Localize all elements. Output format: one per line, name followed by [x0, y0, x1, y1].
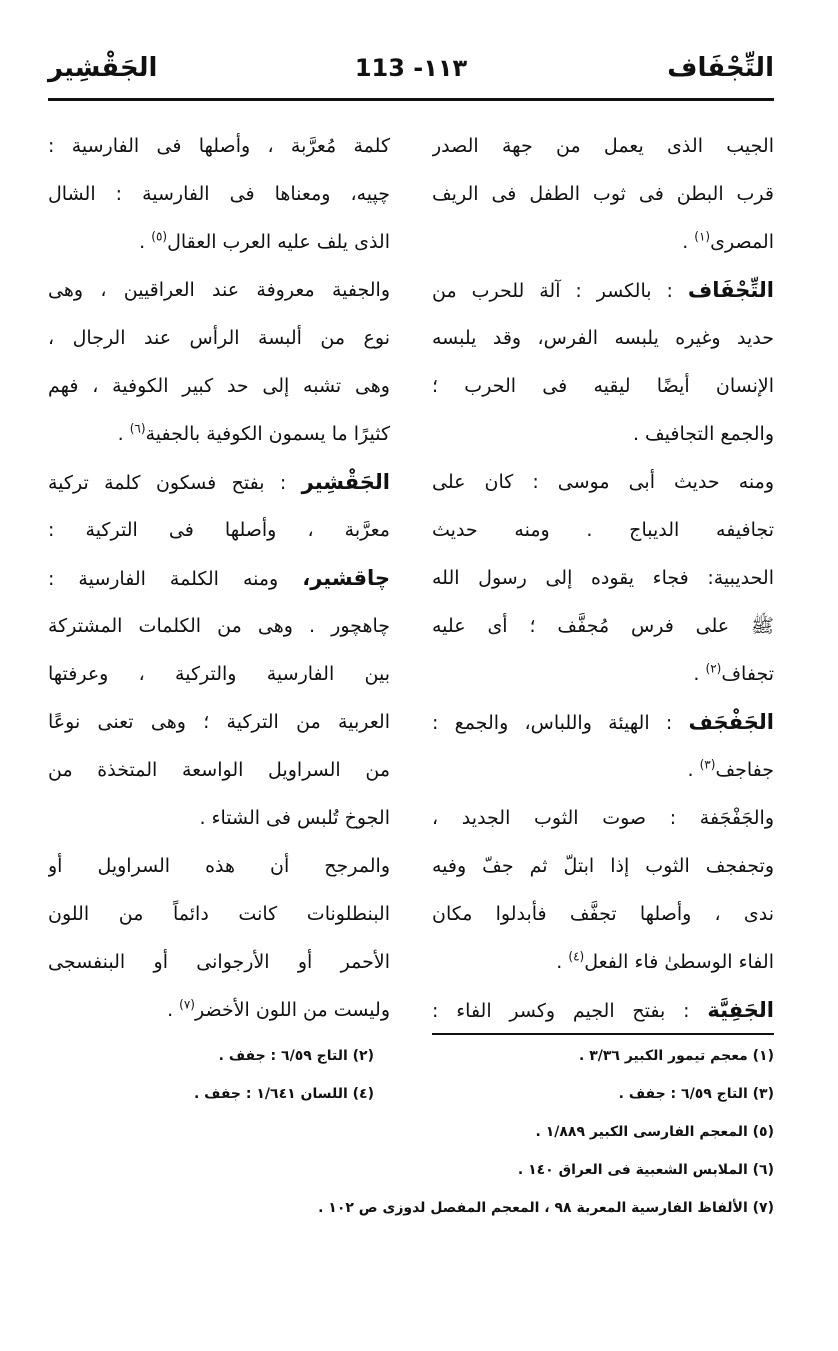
text-line — [432, 698, 774, 746]
footnote-marker: (٢) — [705, 661, 722, 676]
text-line — [48, 410, 390, 458]
line-text: وتجفجف الثوب إذا ابتلّ ثم جفّ وفيه — [432, 855, 774, 877]
entry-headword: الجَفْجَف — [688, 710, 774, 734]
line-text: المصرى — [710, 231, 774, 253]
line-text: : بفتح الجيم وكسر الفاء : — [432, 1000, 708, 1022]
text-line — [48, 602, 390, 650]
line-text: الحديبية: فجاء يقوده إلى رسول الله — [432, 567, 774, 589]
entry-headword: الجَفِيَّة — [707, 998, 774, 1022]
line-punctuation: . — [687, 759, 700, 781]
right-column — [432, 122, 774, 1034]
text-line — [432, 122, 774, 170]
line-text: قرب البطن فى ثوب الطفل فى الريف — [432, 183, 774, 205]
line-text: : الهيئة واللباس، والجمع : — [432, 712, 689, 734]
text-line — [48, 122, 390, 170]
line-punctuation: . — [139, 231, 152, 253]
text-line — [432, 218, 774, 266]
text-line — [48, 890, 390, 938]
line-text: ومنه الكلمة الفارسية : — [48, 568, 303, 590]
line-text: ندى ، وأصلها تجفَّف فأبدلوا مكان — [432, 903, 774, 925]
line-punctuation: . — [167, 999, 180, 1021]
text-line — [432, 794, 774, 842]
text-line — [432, 554, 774, 602]
line-text: والجَفْجَفة : صوت الثوب الجديد ، — [432, 807, 774, 829]
text-line — [432, 986, 774, 1034]
footnote: (٤) اللسان ١/٦٤١ : جفف . — [193, 1086, 374, 1102]
entry-headword: التِّجْفَاف — [687, 278, 774, 302]
text-line — [48, 698, 390, 746]
text-line — [432, 650, 774, 698]
text-line — [48, 170, 390, 218]
text-line — [432, 890, 774, 938]
line-text: ومنه حديث أبى موسى : كان على — [432, 471, 774, 493]
text-line — [48, 842, 390, 890]
line-text: الجيب الذى يعمل من جهة الصدر — [432, 135, 774, 157]
line-text: والجفية معروفة عند العراقيين ، وهى — [48, 279, 390, 301]
text-line — [48, 746, 390, 794]
footnotes — [48, 1046, 774, 1256]
left-column — [48, 122, 390, 1034]
text-line — [48, 650, 390, 698]
text-line — [48, 266, 390, 314]
line-text: والمرجح أن هذه السراويل أو — [48, 855, 390, 877]
page-header — [48, 44, 774, 96]
text-line — [48, 986, 390, 1034]
footnote-marker: (٧) — [179, 997, 195, 1012]
text-line — [432, 458, 774, 506]
text-line — [432, 842, 774, 890]
entry-headword: چاقشير، — [302, 566, 390, 590]
line-text: وهى تشبه إلى حد كبير الكوفية ، فهم — [48, 375, 390, 397]
footnote: (٦) الملابس الشعبية فى العراق ١٤٠ . — [517, 1162, 774, 1178]
line-punctuation: . — [556, 951, 569, 973]
footnote-marker: (٣) — [699, 757, 716, 772]
text-line — [432, 938, 774, 986]
line-text: ﷺ على فرس مُجفَّف ؛ أى عليه — [432, 615, 774, 637]
header-right-headword: التِّجْفَاف — [667, 53, 774, 83]
footnote: (٧) الألفاظ الفارسية المعربة ٩٨ ، المعجم المفصل لدوزى ص ١٠٢ . — [318, 1200, 774, 1216]
text-line — [48, 218, 390, 266]
footnote: (١) معجم تيمور الكبير ٣/٣٦ . — [579, 1048, 774, 1064]
text-line — [432, 170, 774, 218]
text-line — [432, 602, 774, 650]
line-text: العربية من التركية ؛ وهى تعنى نوعًا — [48, 711, 390, 733]
line-text: جفاجف — [715, 759, 774, 781]
line-text: تجافيفه الديباج . ومنه حديث — [432, 519, 774, 541]
footnote: (٣) التاج ٦/٥٩ : جفف . — [618, 1086, 774, 1102]
line-text: حديد وغيره يلبسه الفرس، وقد يلبسه — [432, 327, 774, 349]
line-text: الأحمر أو الأرجوانى أو البنفسجى — [48, 951, 390, 973]
line-text: الجوخ تُلبس فى الشتاء . — [199, 807, 390, 829]
footnote-marker: (٦) — [129, 421, 146, 436]
line-punctuation: . — [117, 423, 130, 445]
footnote-marker: (٥) — [151, 229, 168, 244]
text-line — [432, 746, 774, 794]
line-text: الفاء الوسطىٰ فاء الفعل — [584, 951, 774, 973]
line-text: البنطلونات كانت دائماً من اللون — [48, 903, 390, 925]
footnote-marker: (١) — [694, 229, 711, 244]
line-text: من السراويل الواسعة المتخذة من — [48, 759, 390, 781]
line-text: : بالكسر : آلة للحرب من — [432, 280, 688, 302]
line-text: كلمة مُعرَّبة ، وأصلها فى الفارسية : — [48, 135, 390, 157]
line-punctuation: . — [693, 663, 706, 685]
footnote: (٥) المعجم الفارسى الكبير ١/٨٨٩ . — [535, 1124, 774, 1140]
text-line — [48, 794, 390, 842]
footnote: (٢) التاج ٦/٥٩ : جفف . — [218, 1048, 374, 1064]
line-text: : بفتح فسكون كلمة تركية — [48, 472, 302, 494]
line-text: والجمع التجافيف . — [632, 423, 774, 445]
header-left-headword: الجَقْشِير — [48, 53, 158, 83]
text-line — [48, 506, 390, 554]
text-line — [48, 554, 390, 602]
line-text: نوع من ألبسة الرأس عند الرجال ، — [48, 327, 390, 349]
text-line — [432, 314, 774, 362]
line-text: چپيه، ومعناها فى الفارسية : الشال — [48, 183, 390, 205]
line-text: تجفاف — [721, 663, 774, 685]
line-text: بين الفارسية والتركية ، وعرفتها — [48, 663, 390, 685]
page-number: 113 -١١٣ — [354, 54, 468, 82]
text-line — [48, 362, 390, 410]
entry-headword: الجَقْشِير — [301, 470, 390, 494]
text-line — [432, 410, 774, 458]
text-line — [432, 506, 774, 554]
line-text: الإنسان أيضًا ليقيه فى الحرب ؛ — [432, 375, 774, 397]
footnote-marker: (٤) — [568, 949, 585, 964]
line-punctuation: . — [682, 231, 695, 253]
footnote-rule — [432, 1033, 774, 1035]
text-line — [48, 458, 390, 506]
text-line — [432, 362, 774, 410]
line-text: وليست من اللون الأخضر — [194, 999, 390, 1021]
line-text: چاهچور . وهى من الكلمات المشتركة — [48, 615, 390, 637]
text-line — [432, 266, 774, 314]
line-text: كثيرًا ما يسمون الكوفية بالجفية — [145, 423, 390, 445]
line-text: معرَّبة ، وأصلها فى التركية : — [48, 519, 390, 541]
text-line — [48, 938, 390, 986]
header-rule — [48, 98, 774, 101]
text-line — [48, 314, 390, 362]
line-text: الذى يلف عليه العرب العقال — [167, 231, 390, 253]
